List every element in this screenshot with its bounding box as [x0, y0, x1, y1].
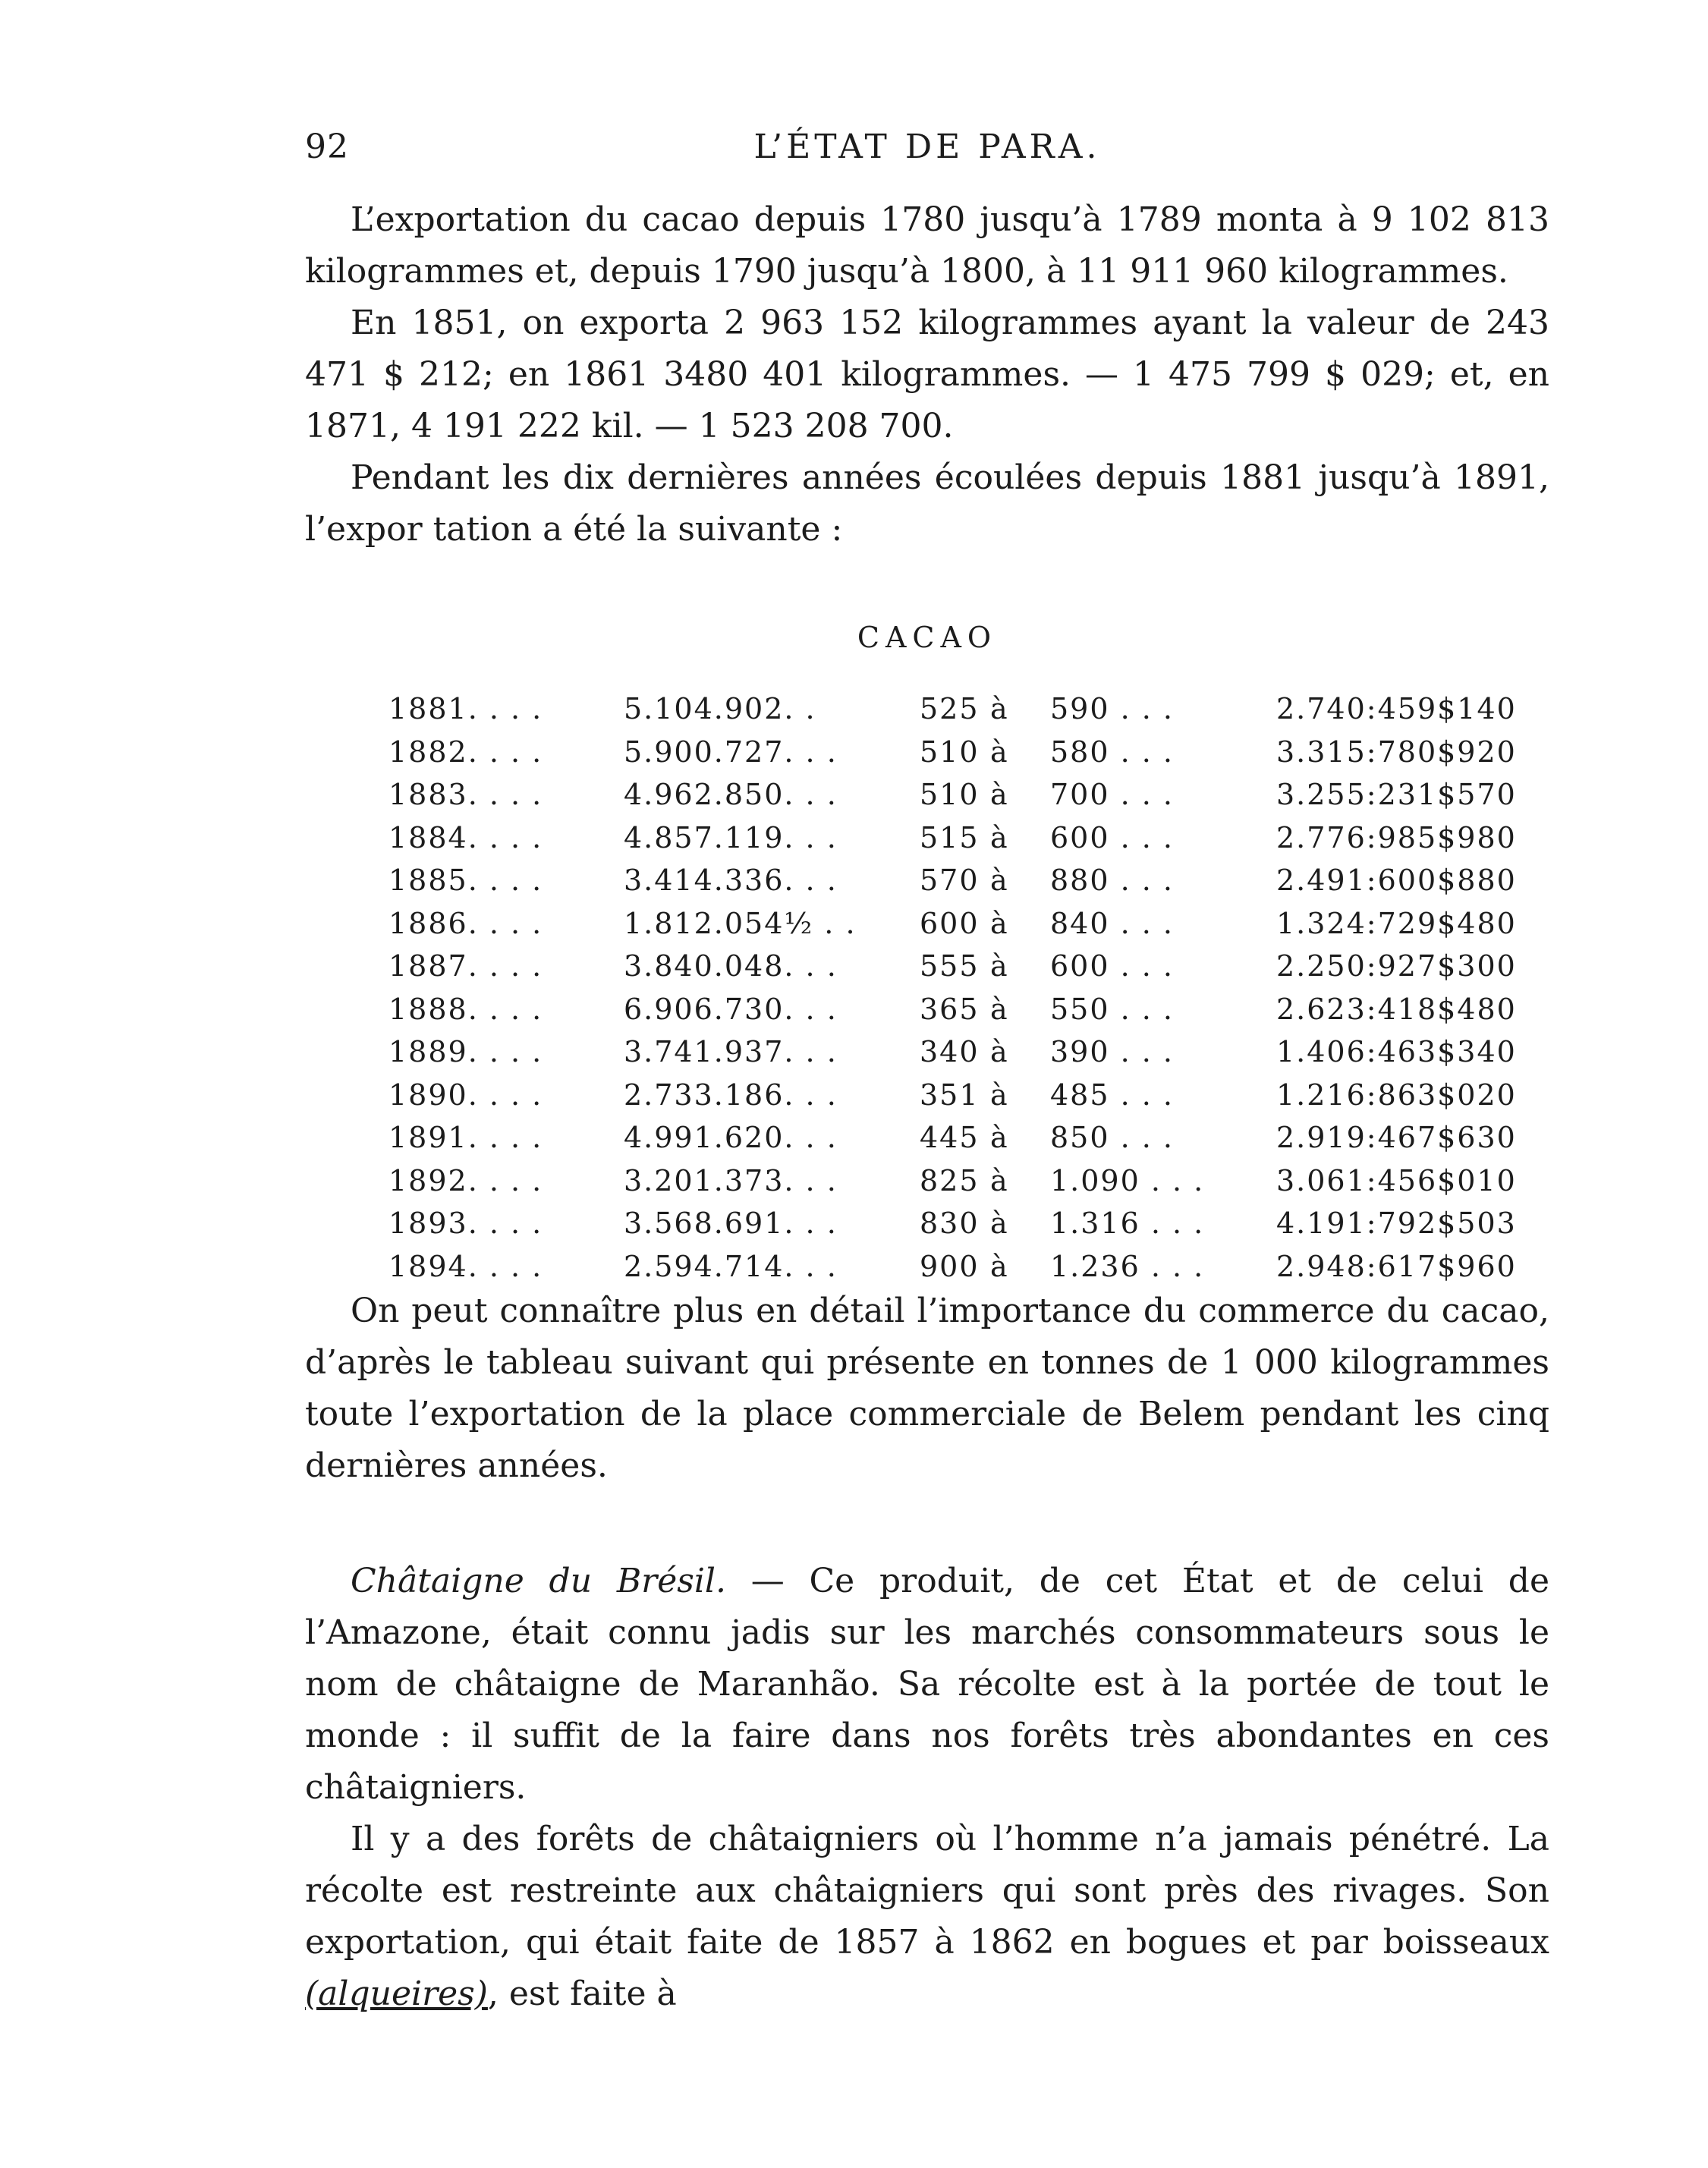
- price-high-cell: 590 . . .: [1050, 692, 1175, 725]
- quantity-cell: 4.991.620. . .: [624, 1121, 838, 1154]
- year-cell: 1881. . . .: [388, 692, 543, 725]
- price-low-cell: 351: [920, 1078, 980, 1112]
- year-cell: 1887. . . .: [388, 949, 543, 983]
- quantity-cell: 4.857.119. . .: [624, 820, 838, 854]
- value-cell: 2.948:617$960: [1276, 1249, 1517, 1283]
- range-separator: à: [990, 778, 1009, 811]
- table-row: [388, 692, 1557, 735]
- range-separator: à: [990, 1035, 1009, 1068]
- year-cell: 1889. . . .: [388, 1035, 543, 1068]
- price-low-cell: 510: [920, 735, 980, 769]
- range-separator: à: [990, 906, 1009, 940]
- range-separator: à: [990, 864, 1009, 897]
- range-separator: à: [990, 992, 1009, 1026]
- value-cell: 4.191:792$503: [1276, 1207, 1517, 1240]
- value-cell: 2.776:985$980: [1276, 820, 1517, 854]
- price-high-cell: 880 . . .: [1050, 864, 1175, 897]
- cacao-export-table: [388, 692, 1557, 1292]
- table-row: [388, 1121, 1557, 1164]
- year-cell: 1893. . . .: [388, 1207, 543, 1240]
- table-row: [388, 1078, 1557, 1122]
- value-cell: 1.216:863$020: [1276, 1078, 1517, 1112]
- price-high-cell: 1.236 . . .: [1050, 1249, 1205, 1283]
- price-high-cell: 580 . . .: [1050, 735, 1175, 769]
- table-row: [388, 1207, 1557, 1250]
- price-low-cell: 445: [920, 1121, 980, 1154]
- price-high-cell: 390 . . .: [1050, 1035, 1175, 1068]
- range-separator: à: [990, 820, 1009, 854]
- value-cell: 2.919:467$630: [1276, 1121, 1517, 1154]
- quantity-cell: 1.812.054½ . .: [624, 906, 857, 940]
- value-cell: 2.250:927$300: [1276, 949, 1517, 983]
- table-row: [388, 864, 1557, 907]
- table-row: [388, 1035, 1557, 1078]
- forets-text-after: , est faite à: [487, 1974, 677, 2013]
- paragraph-commerce-detail: On peut connaître plus en détail l’importance du commerce du cacao, d’après le tableau suivant qui présente en tonnes de 1 000 kilogrammes toute l’exportation de la place commerciale de Belem pendant les cinq dernières années.: [305, 1292, 1549, 1485]
- running-title: L’ÉTAT DE PARA.: [753, 127, 1101, 166]
- value-cell: 2.623:418$480: [1276, 992, 1517, 1026]
- range-separator: à: [990, 1078, 1009, 1112]
- value-cell: 3.315:780$920: [1276, 735, 1517, 769]
- quantity-cell: 3.201.373. . .: [624, 1163, 838, 1197]
- quantity-cell: 2.594.714. . .: [624, 1249, 838, 1283]
- table-row: [388, 778, 1557, 821]
- table-row: [388, 1164, 1557, 1207]
- price-high-cell: 700 . . .: [1050, 778, 1175, 811]
- table-row: [388, 993, 1557, 1036]
- value-cell: 3.061:456$010: [1276, 1163, 1517, 1197]
- range-separator: à: [990, 692, 1009, 725]
- price-low-cell: 510: [920, 778, 980, 811]
- quantity-cell: 3.568.691. . .: [624, 1207, 838, 1240]
- paragraph-chataigne: [305, 1556, 1549, 1814]
- year-cell: 1883. . . .: [388, 778, 543, 811]
- price-low-cell: 830: [920, 1207, 980, 1240]
- year-cell: 1886. . . .: [388, 906, 543, 940]
- price-high-cell: 550 . . .: [1050, 992, 1175, 1026]
- page-header: [305, 127, 1549, 173]
- price-high-cell: 1.316 . . .: [1050, 1207, 1205, 1240]
- table-row: [388, 907, 1557, 950]
- paragraph-cacao-1851: En 1851, on exporta 2 963 152 kilogrammes ayant la valeur de 243 471 $ 212; en 1861 3480 401 kilogrammes. — 1 475 799 $ 029; et, en 1871, 4 191 222 kil. — 1 523 208 700.: [305, 304, 1549, 445]
- commerce-text: [305, 1285, 1549, 1492]
- table-title: CACAO: [857, 621, 998, 654]
- page-number: 92: [305, 127, 349, 166]
- price-low-cell: 555: [920, 949, 980, 983]
- value-cell: 2.491:600$880: [1276, 864, 1517, 897]
- paragraph-forets: [305, 1814, 1549, 2020]
- range-separator: à: [990, 1121, 1009, 1154]
- price-high-cell: 600 . . .: [1050, 949, 1175, 983]
- quantity-cell: 3.741.937. . .: [624, 1035, 838, 1068]
- alqueires-term: (alqueires): [305, 1974, 488, 2013]
- year-cell: 1888. . . .: [388, 992, 543, 1026]
- value-cell: 1.324:729$480: [1276, 906, 1517, 940]
- year-cell: 1892. . . .: [388, 1163, 543, 1197]
- price-low-cell: 515: [920, 820, 980, 854]
- price-low-cell: 825: [920, 1163, 980, 1197]
- year-cell: 1885. . . .: [388, 864, 543, 897]
- price-low-cell: 340: [920, 1035, 980, 1068]
- range-separator: à: [990, 949, 1009, 983]
- quantity-cell: 4.962.850. . .: [624, 778, 838, 811]
- price-high-cell: 850 . . .: [1050, 1121, 1175, 1154]
- quantity-cell: 5.900.727. . .: [624, 735, 838, 769]
- range-separator: à: [990, 735, 1009, 769]
- value-cell: 3.255:231$570: [1276, 778, 1517, 811]
- value-cell: 2.740:459$140: [1276, 692, 1517, 725]
- year-cell: 1894. . . .: [388, 1249, 543, 1283]
- intro-text: [305, 194, 1549, 555]
- value-cell: 1.406:463$340: [1276, 1035, 1517, 1068]
- paragraph-cacao-history: L’exportation du cacao depuis 1780 jusqu’à 1789 monta à 9 102 813 kilogrammes et, depuis 1790 jusqu’à 1800, à 11 911 960 kilogrammes.: [305, 200, 1549, 291]
- year-cell: 1891. . . .: [388, 1121, 543, 1154]
- section-heading-chataigne: Châtaigne du Brésil.: [351, 1562, 726, 1600]
- price-low-cell: 525: [920, 692, 980, 725]
- chataigne-section: [305, 1556, 1549, 2020]
- table-row: [388, 735, 1557, 779]
- price-low-cell: 570: [920, 864, 980, 897]
- price-low-cell: 900: [920, 1249, 980, 1283]
- price-high-cell: 600 . . .: [1050, 820, 1175, 854]
- range-separator: à: [990, 1249, 1009, 1283]
- table-row: [388, 949, 1557, 993]
- year-cell: 1890. . . .: [388, 1078, 543, 1112]
- price-low-cell: 600: [920, 906, 980, 940]
- year-cell: 1884. . . .: [388, 820, 543, 854]
- year-cell: 1882. . . .: [388, 735, 543, 769]
- forets-text-before: Il y a des forêts de châtaigniers où l’homme n’a jamais pénétré. La récolte est restreinte aux châtaigniers qui sont près des rivages. Son exportation, qui était faite de 1857 à 1862 en bogues et par boisseaux: [305, 1820, 1549, 1962]
- quantity-cell: 6.906.730. . .: [624, 992, 838, 1026]
- paragraph-table-intro: Pendant les dix dernières années écoulées depuis 1881 jusqu’à 1891, l’expor tation a été la suivante :: [305, 458, 1549, 549]
- table-row: [388, 821, 1557, 864]
- price-low-cell: 365: [920, 992, 980, 1026]
- quantity-cell: 3.414.336. . .: [624, 864, 838, 897]
- range-separator: à: [990, 1163, 1009, 1197]
- price-high-cell: 485 . . .: [1050, 1078, 1175, 1112]
- quantity-cell: 3.840.048. . .: [624, 949, 838, 983]
- quantity-cell: 2.733.186. . .: [624, 1078, 838, 1112]
- price-high-cell: 1.090 . . .: [1050, 1163, 1205, 1197]
- price-high-cell: 840 . . .: [1050, 906, 1175, 940]
- quantity-cell: 5.104.902. .: [624, 692, 816, 725]
- chataigne-text: — Ce produit, de cet État et de celui de l’Amazone, était connu jadis sur les marchés consommateurs sous le nom de châtaigne de Maranhão. Sa récolte est à la portée de tout le monde : il suffit de la faire dans nos forêts très abondantes en ces châtaigniers.: [305, 1562, 1549, 1807]
- range-separator: à: [990, 1207, 1009, 1240]
